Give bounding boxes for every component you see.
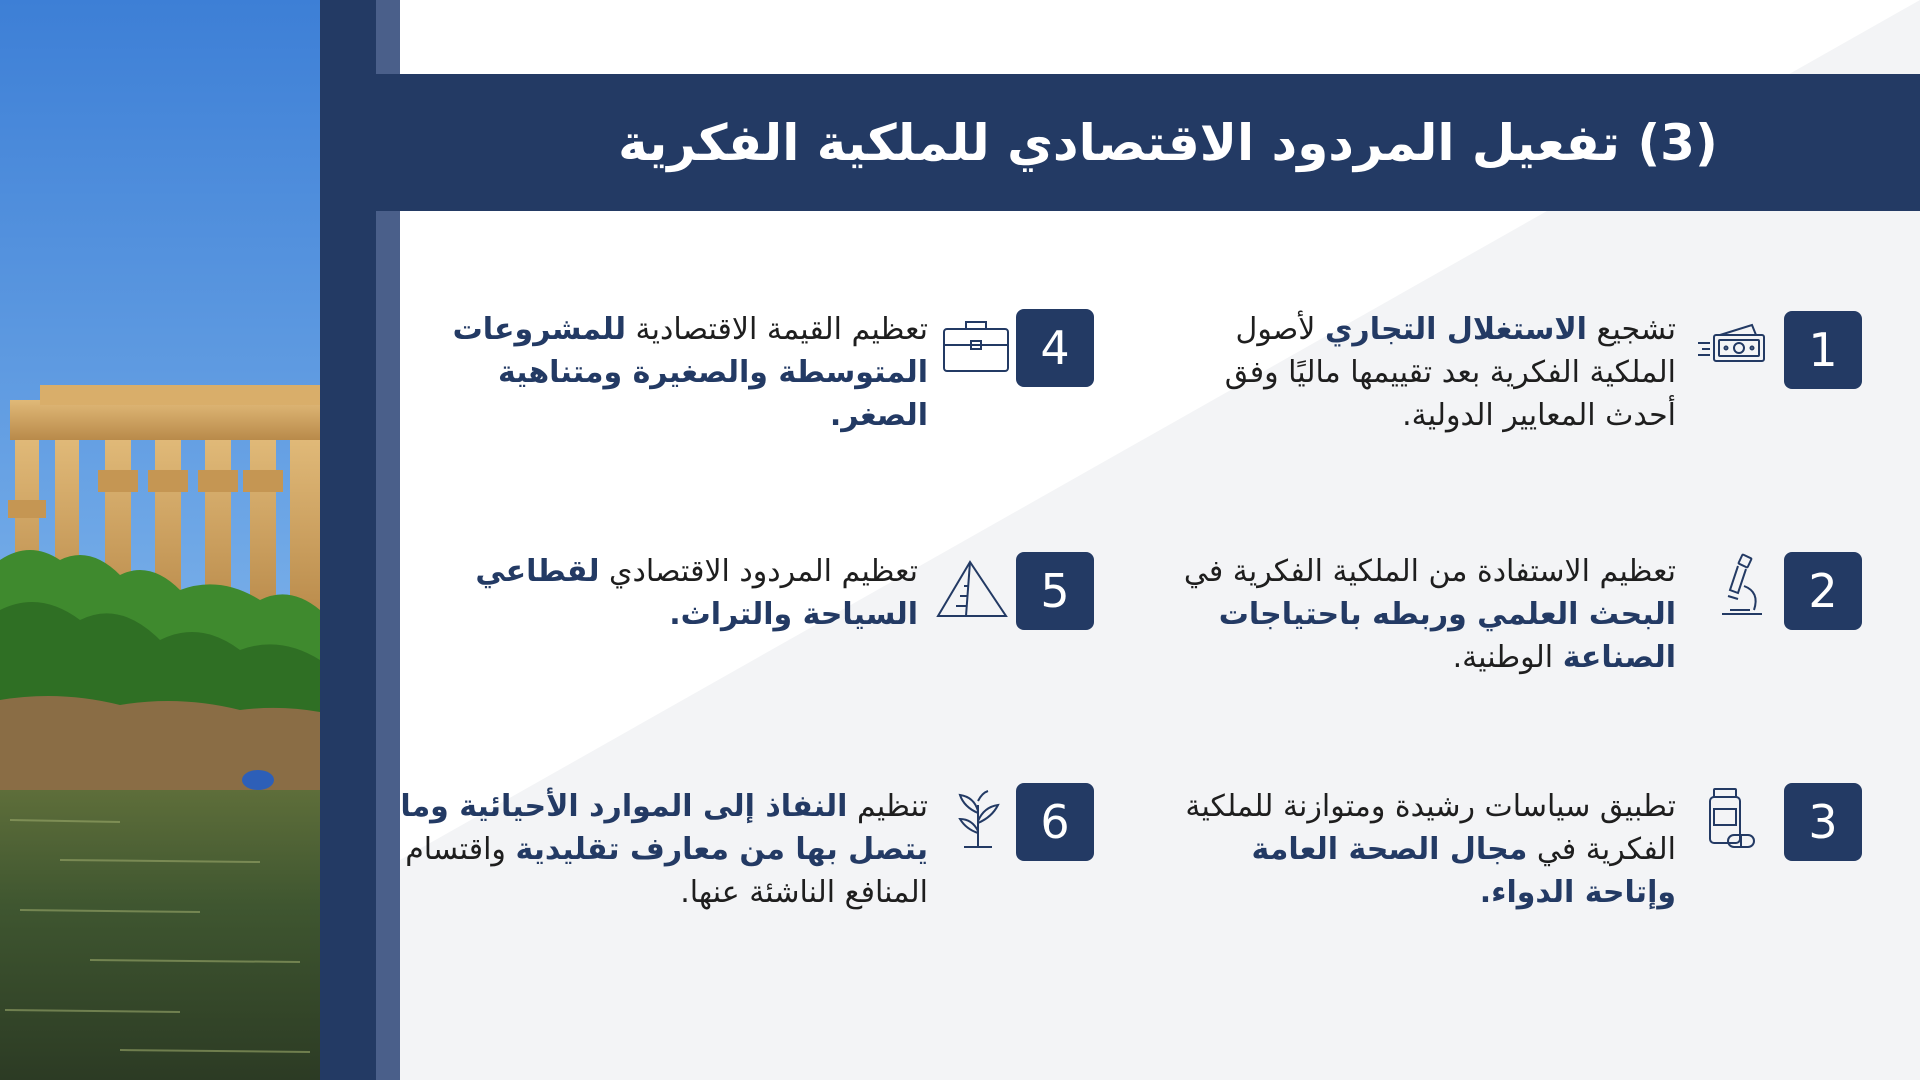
item-text: تشجيع الاستغلال التجاري لأصول الملكية الفكرية بعد تقييمها ماليًا وفق أحدث المعايير الدولية. [1224, 312, 1676, 433]
plant-icon [940, 783, 1016, 859]
pyramid-icon [934, 552, 1010, 628]
temple-photo [0, 0, 320, 1080]
item-number-badge: 5 [1016, 552, 1094, 630]
item-number-badge: 4 [1016, 309, 1094, 387]
money-icon [1696, 311, 1772, 387]
title-bar [376, 74, 1920, 211]
slide-title: (3) تفعيل المردود الاقتصادي للملكية الفكرية [618, 113, 1718, 172]
item-number-badge: 1 [1784, 311, 1862, 389]
item-text: تعظيم المردود الاقتصادي لقطاعي السياحة والتراث. [475, 554, 918, 632]
medicine-icon [1700, 783, 1776, 859]
item-text: تعظيم الاستفادة من الملكية الفكرية في البحث العلمي وربطه باحتياجات الصناعة الوطنية. [1183, 554, 1676, 675]
item-number-badge: 3 [1784, 783, 1862, 861]
accent-strip-dark [320, 0, 376, 1080]
briefcase-icon [938, 309, 1014, 385]
item-number-badge: 2 [1784, 552, 1862, 630]
item-text: تنظيم النفاذ إلى الموارد الأحيائية وما يتصل بها من معارف تقليدية واقتسام المنافع الناشئة عنها. [400, 789, 928, 910]
item-number-badge: 6 [1016, 783, 1094, 861]
item-text: تطبيق سياسات رشيدة ومتوازنة للملكية الفكرية في مجال الصحة العامة وإتاحة الدواء. [1185, 789, 1676, 910]
item-text: تعظيم القيمة الاقتصادية للمشروعات المتوسطة والصغيرة ومتناهية الصغر. [452, 312, 928, 433]
microscope-icon [1702, 552, 1778, 628]
